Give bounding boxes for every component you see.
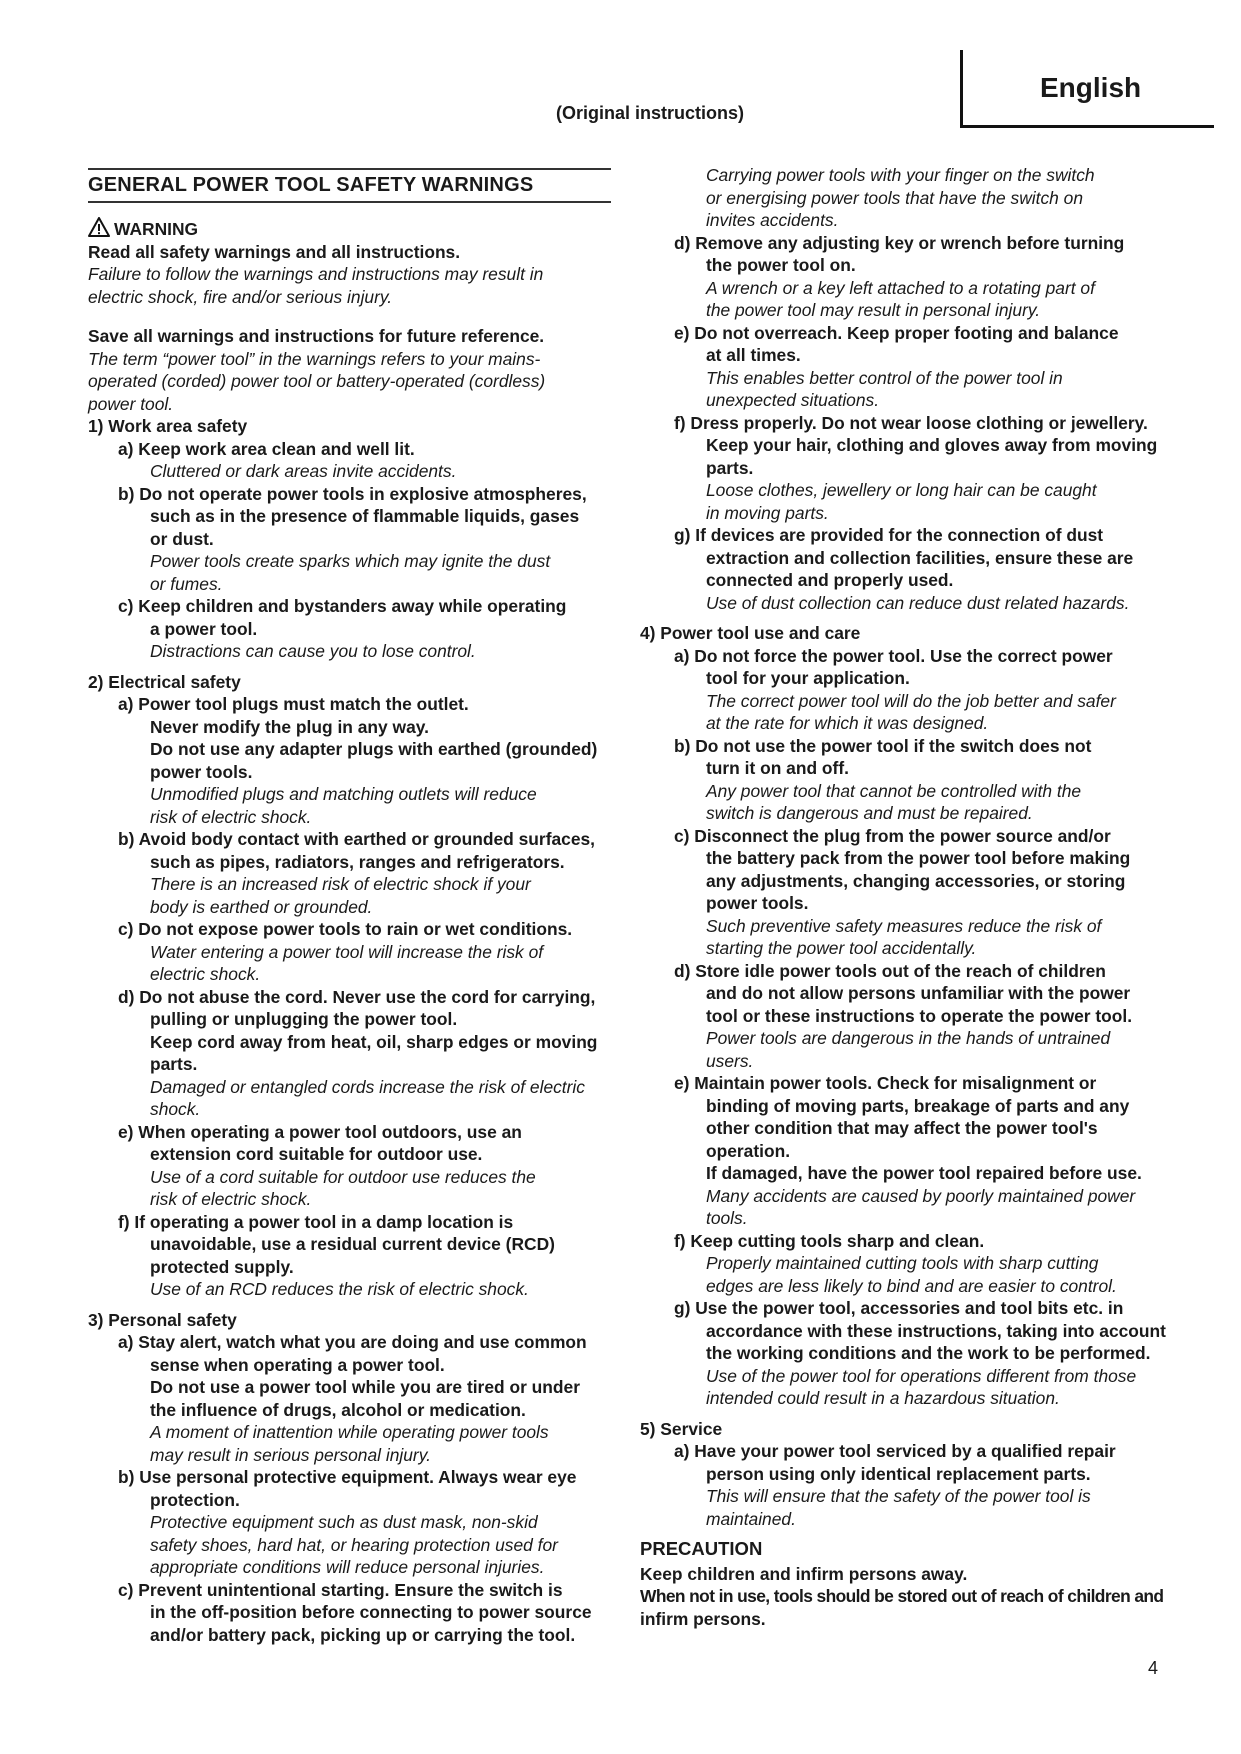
section-title: 4) Power tool use and care	[640, 623, 861, 643]
text-line: at the rate for which it was designed.	[706, 713, 989, 733]
warning-line	[88, 217, 611, 241]
text-line: Unmodified plugs and matching outlets will reduce	[150, 784, 537, 804]
text-line: pulling or unplugging the power tool.	[150, 1009, 458, 1029]
text-line: Never modify the plug in any way.	[150, 716, 429, 737]
text-line: the power tool on.	[706, 255, 856, 275]
text-line: shock.	[150, 1099, 201, 1119]
text-line: the working conditions and the work to be performed.	[706, 1343, 1151, 1363]
text-line: intended could result in a hazardous situation.	[706, 1388, 1060, 1408]
text-line: Failure to follow the warnings and instructions may result in	[88, 264, 544, 284]
text-line: A moment of inattention while operating power tools	[150, 1422, 549, 1442]
text-line: tools.	[706, 1208, 748, 1228]
text-line: Any power tool that cannot be controlled with the	[706, 780, 1082, 801]
text-line: tool for your application.	[706, 668, 910, 688]
text-line: and/or battery pack, picking up or carrying the tool.	[150, 1624, 576, 1645]
text-line: turn it on and off.	[706, 758, 849, 778]
text-line: Save all warnings and instructions for future reference.	[88, 326, 545, 346]
text-line: parts.	[150, 1054, 198, 1074]
text-line: other condition that may affect the power tool's	[706, 1118, 1098, 1138]
item-line: c) Disconnect the plug from the power source and/or	[674, 825, 1111, 846]
text-line: may result in serious personal injury.	[150, 1444, 431, 1465]
item-line: d) Store idle power tools out of the reach of children	[674, 960, 1106, 981]
section-heading	[88, 168, 611, 203]
text-line: the power tool may result in personal injury.	[706, 300, 1041, 320]
text-line: such as pipes, radiators, ranges and refrigerators.	[150, 851, 565, 872]
item-line: d) Do not abuse the cord. Never use the cord for carrying,	[118, 986, 596, 1007]
text-line: Many accidents are caused by poorly maintained power	[706, 1185, 1136, 1206]
text-line: Do not use a power tool while you are tired or under	[150, 1377, 580, 1397]
text-line: or fumes.	[150, 573, 223, 594]
item-line: g) If devices are provided for the connection of dust	[674, 525, 1104, 545]
item-line: a) Stay alert, watch what you are doing and use common	[118, 1332, 587, 1352]
text-line: and do not allow persons unfamiliar with the power	[706, 983, 1131, 1003]
text-line: unavoidable, use a residual current device (RCD)	[150, 1234, 555, 1254]
text-line: infirm persons.	[640, 1608, 766, 1629]
text-line: Damaged or entangled cords increase the risk of electric	[150, 1076, 585, 1097]
precaution-heading: PRECAUTION	[640, 1538, 763, 1559]
text-line: binding of moving parts, breakage of parts and any	[706, 1095, 1130, 1116]
section-title: 3) Personal safety	[88, 1309, 237, 1330]
text-line: If damaged, have the power tool repaired before use.	[706, 1163, 1142, 1183]
right-column	[640, 164, 1166, 1630]
text-line: invites accidents.	[706, 210, 839, 230]
text-line: a power tool.	[150, 618, 258, 639]
item-line: e) When operating a power tool outdoors, use an	[118, 1121, 522, 1142]
text-line: or dust.	[150, 528, 214, 549]
item-line: a) Power tool plugs must match the outlet.	[118, 694, 469, 714]
text-line: or energising power tools that have the switch on	[706, 187, 1084, 208]
text-line: Do not use any adapter plugs with earthed (grounded)	[150, 739, 598, 759]
text-line: starting the power tool accidentally.	[706, 938, 977, 958]
text-line: tool or these instructions to operate the power tool.	[706, 1005, 1133, 1026]
text-line: Such preventive safety measures reduce the risk of	[706, 915, 1102, 936]
text-line: power tools.	[706, 893, 809, 913]
text-line: maintained.	[706, 1508, 796, 1529]
text-line: Power tools are dangerous in the hands of untrained	[706, 1028, 1111, 1048]
item-line: g) Use the power tool, accessories and tool bits etc. in	[674, 1298, 1124, 1318]
item-line: b) Do not use the power tool if the switch does not	[674, 735, 1092, 756]
text-line: risk of electric shock.	[150, 1189, 312, 1209]
text-line: appropriate conditions will reduce personal injuries.	[150, 1557, 545, 1577]
text-line: electric shock, fire and/or serious injury.	[88, 286, 393, 307]
item-line: c) Keep children and bystanders away while operating	[118, 596, 567, 616]
text-line: accordance with these instructions, taking into account	[706, 1320, 1166, 1341]
warning-triangle-icon	[88, 217, 110, 237]
item-line: b) Do not operate power tools in explosive atmospheres,	[118, 483, 587, 504]
text-line: person using only identical replacement parts.	[706, 1463, 1091, 1484]
text-line: the influence of drugs, alcohol or medication.	[150, 1399, 526, 1420]
text-line: switch is dangerous and must be repaired.	[706, 803, 1033, 823]
item-line: c) Prevent unintentional starting. Ensure the switch is	[118, 1579, 563, 1600]
text-line: operation.	[706, 1140, 791, 1161]
item-line: b) Avoid body contact with earthed or grounded surfaces,	[118, 829, 596, 849]
text-line: Use of dust collection can reduce dust related hazards.	[706, 592, 1130, 613]
text-line: Keep your hair, clothing and gloves away from moving	[706, 435, 1158, 455]
original-instructions-subtitle: (Original instructions)	[555, 103, 744, 123]
text-line: Distractions can cause you to lose control.	[150, 641, 476, 661]
text-line: Power tools create sparks which may ignite the dust	[150, 551, 551, 571]
language-label: English	[1040, 72, 1142, 103]
text-line: The correct power tool will do the job better and safer	[706, 690, 1116, 711]
section-title: 2) Electrical safety	[88, 671, 241, 692]
warning-label: WARNING	[114, 219, 199, 239]
item-line: a) Have your power tool serviced by a qualified repair	[674, 1441, 1116, 1461]
text-line: Use of the power tool for operations different from those	[706, 1365, 1137, 1386]
text-line: protection.	[150, 1489, 240, 1510]
text-line: There is an increased risk of electric shock if your	[150, 874, 531, 894]
text-line: protected supply.	[150, 1256, 294, 1277]
text-line: Protective equipment such as dust mask, non-skid	[150, 1512, 538, 1532]
text-line: power tool.	[88, 393, 174, 414]
text-line: This enables better control of the power tool in	[706, 367, 1063, 388]
item-line: f) If operating a power tool in a damp location is	[118, 1211, 514, 1232]
text-line: risk of electric shock.	[150, 806, 312, 827]
text-line: edges are less likely to bind and are easier to control.	[706, 1275, 1117, 1296]
text-line: in the off-position before connecting to power source	[150, 1602, 592, 1622]
text-line: the battery pack from the power tool before making	[706, 848, 1131, 868]
text-line: Use of an RCD reduces the risk of electric shock.	[150, 1279, 529, 1299]
text-line: Keep children and infirm persons away.	[640, 1563, 968, 1584]
text-line: extraction and collection facilities, ensure these are	[706, 547, 1134, 568]
left-column	[88, 166, 611, 1646]
text-line: Carrying power tools with your finger on the switch	[706, 165, 1095, 185]
text-line: When not in use, tools should be stored out of reach of children and	[640, 1586, 1164, 1606]
text-line: operated (corded) power tool or battery-operated (cordless)	[88, 371, 546, 391]
text-line: Keep cord away from heat, oil, sharp edges or moving	[150, 1031, 598, 1052]
text-line: users.	[706, 1050, 754, 1071]
text-line: any adjustments, changing accessories, or storing	[706, 870, 1126, 891]
text-line: parts.	[706, 457, 754, 478]
text-line: unexpected situations.	[706, 390, 880, 410]
text-line: This will ensure that the safety of the power tool is	[706, 1486, 1091, 1506]
item-line: f) Keep cutting tools sharp and clean.	[674, 1230, 985, 1251]
text-line: Properly maintained cutting tools with sharp cutting	[706, 1253, 1099, 1273]
text-line: sense when operating a power tool.	[150, 1354, 445, 1375]
item-line: a) Do not force the power tool. Use the correct power	[674, 645, 1113, 666]
text-line: Read all safety warnings and all instructions.	[88, 241, 461, 262]
item-line: f) Dress properly. Do not wear loose clothing or jewellery.	[674, 412, 1148, 433]
text-line: The term “power tool” in the warnings refers to your mains-	[88, 348, 541, 369]
heading-text: GENERAL POWER TOOL SAFETY WARNINGS	[88, 174, 534, 196]
item-line: e) Maintain power tools. Check for misalignment or	[674, 1073, 1097, 1093]
text-line: such as in the presence of flammable liquids, gases	[150, 506, 580, 526]
text-line: power tools.	[150, 761, 253, 782]
text-line: extension cord suitable for outdoor use.	[150, 1144, 483, 1164]
text-line: at all times.	[706, 345, 801, 365]
item-line: d) Remove any adjusting key or wrench before turning	[674, 232, 1125, 253]
text-line: safety shoes, hard hat, or hearing protection used for	[150, 1534, 558, 1555]
section-title: 5) Service	[640, 1418, 723, 1439]
text-line: connected and properly used.	[706, 570, 954, 590]
text-line: Use of a cord suitable for outdoor use reduces the	[150, 1166, 536, 1187]
item-line: b) Use personal protective equipment. Always wear eye	[118, 1467, 577, 1487]
page-number: 4	[1148, 1658, 1159, 1678]
section-title: 1) Work area safety	[88, 416, 248, 436]
item-line: c) Do not expose power tools to rain or wet conditions.	[118, 919, 573, 939]
text-line: body is earthed or grounded.	[150, 896, 373, 917]
text-line: A wrench or a key left attached to a rotating part of	[706, 277, 1095, 298]
text-line: Loose clothes, jewellery or long hair can be caught	[706, 480, 1097, 500]
item-line: e) Do not overreach. Keep proper footing and balance	[674, 322, 1119, 343]
text-line: electric shock.	[150, 964, 261, 984]
text-line: in moving parts.	[706, 502, 829, 523]
text-line: Water entering a power tool will increase the risk of	[150, 941, 544, 962]
item-line: a) Keep work area clean and well lit.	[118, 438, 415, 459]
text-line: Cluttered or dark areas invite accidents.	[150, 461, 457, 481]
